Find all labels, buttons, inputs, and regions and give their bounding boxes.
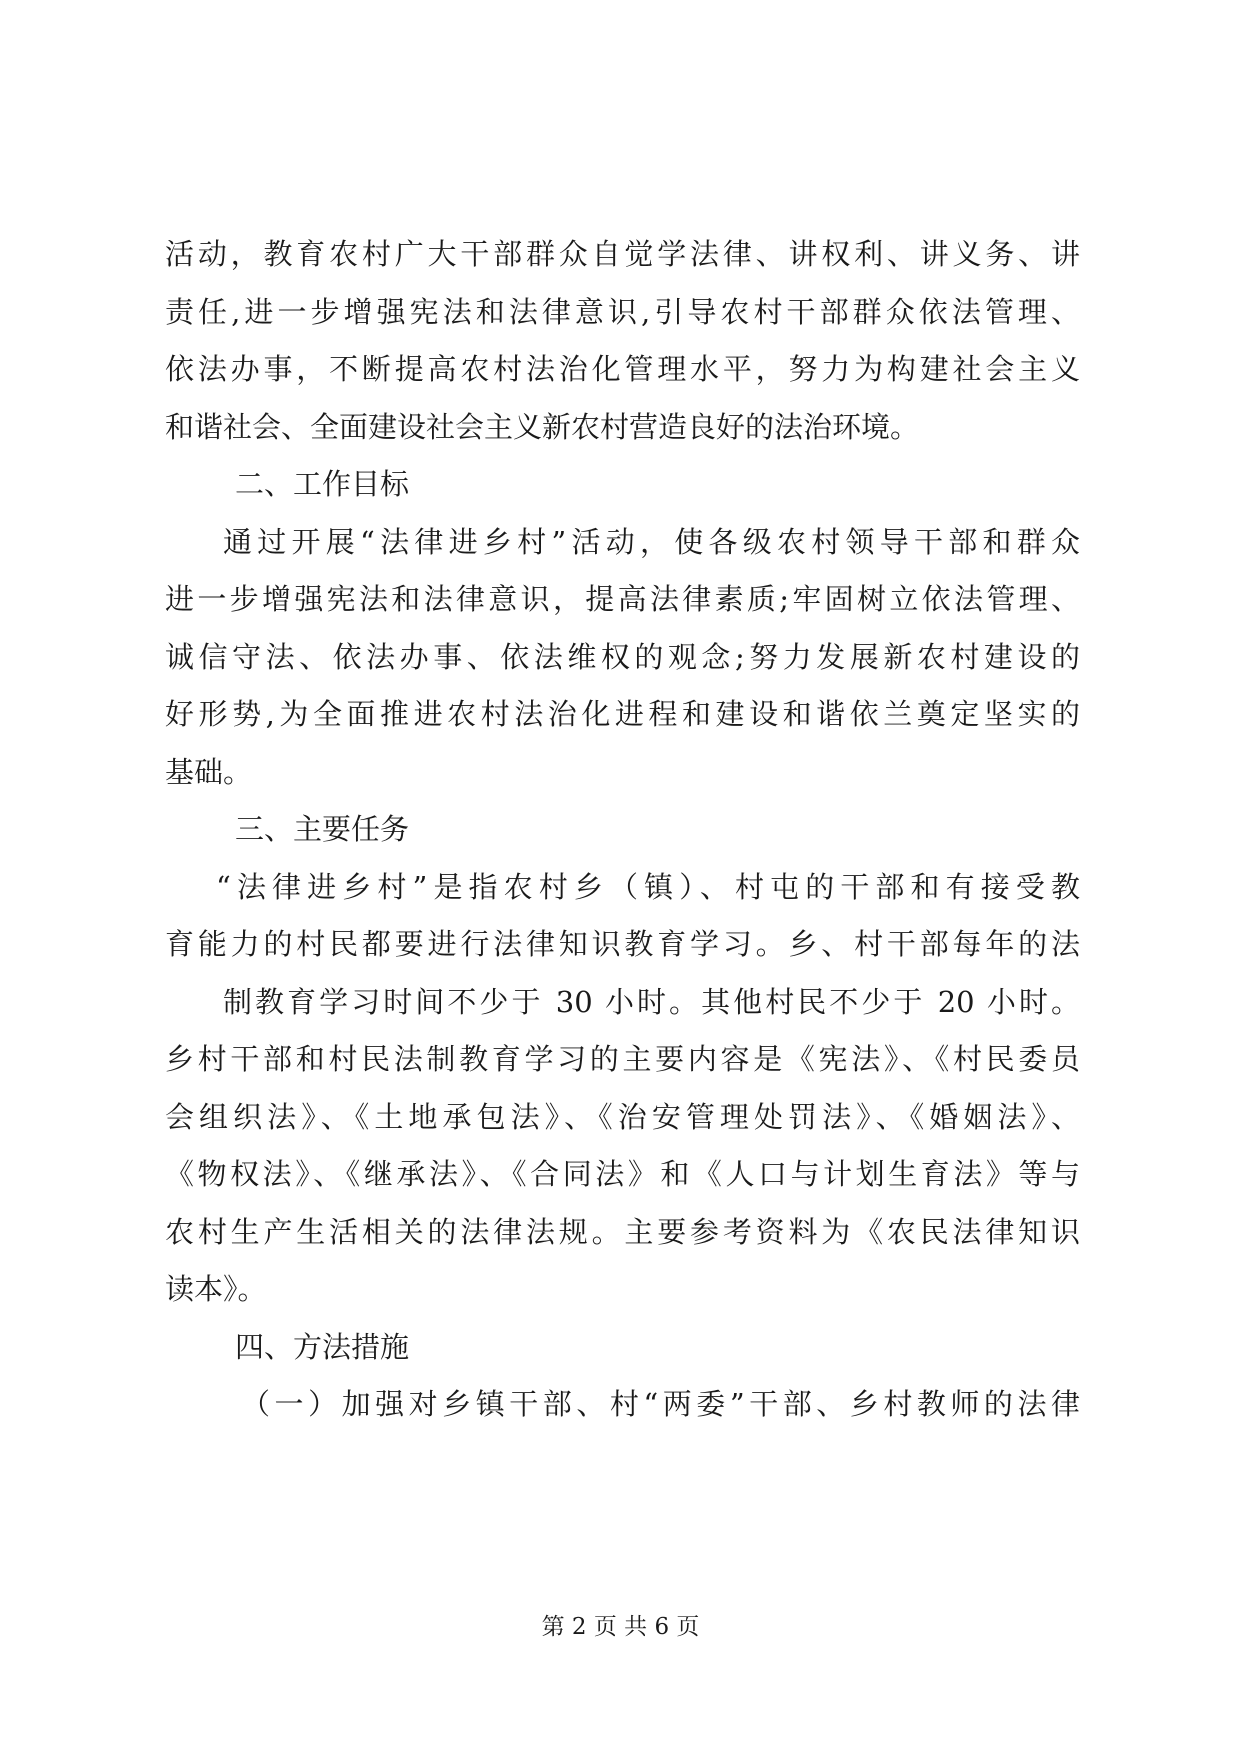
paragraph-line: “法律进乡村”是指农村乡（镇）、村屯的干部和有接受教 [216, 869, 1080, 904]
section-heading: 四、方法措施 [235, 1329, 410, 1364]
page-footer: 第 2 页 共 6 页 [541, 1614, 700, 1640]
paragraph-line: 乡村干部和村民法制教育学习的主要内容是《宪法》、《村民委员 [165, 1042, 1080, 1076]
paragraph-line: 活动，教育农村广大干部群众自觉学法律、讲权利、讲义务、讲 [165, 237, 1080, 271]
paragraph-line: 和谐社会、全面建设社会主义新农村营造良好的法治环境。 [165, 409, 920, 444]
paragraph-line: 好形势,为全面推进农村法治化进程和建设和谐依兰奠定坚实的 [165, 697, 1080, 731]
paragraph-line: 育能力的村民都要进行法律知识教育学习。乡、村干部每年的法 [165, 927, 1080, 961]
paragraph-line: 读本》。 [165, 1272, 267, 1306]
paragraph-line: 《物权法》、《继承法》、《合同法》和《人口与计划生育法》等与 [165, 1157, 1080, 1191]
paragraph-line: 责任,进一步增强宪法和法律意识,引导农村干部群众依法管理、 [165, 294, 1080, 329]
paragraph-line: 制教育学习时间不少于 30 小时。其他村民不少于 20 小时。 [223, 984, 1080, 1019]
paragraph-line: （一）加强对乡镇干部、村“两委”干部、乡村教师的法律 [241, 1387, 1080, 1421]
paragraph-line: 通过开展“法律进乡村”活动，使各级农村领导干部和群众 [223, 524, 1080, 559]
paragraph-line: 会组织法》、《土地承包法》、《治安管理处罚法》、《婚姻法》、 [165, 1099, 1080, 1134]
paragraph-line: 诚信守法、依法办事、依法维权的观念;努力发展新农村建设的 [165, 639, 1080, 674]
paragraph-line: 基础。 [165, 754, 253, 789]
paragraph-line: 农村生产生活相关的法律法规。主要参考资料为《农民法律知识 [165, 1214, 1080, 1249]
paragraph-line: 进一步增强宪法和法律意识，提高法律素质;牢固树立依法管理、 [165, 582, 1080, 616]
section-heading: 三、主要任务 [235, 812, 410, 846]
paragraph-line: 依法办事，不断提高农村法治化管理水平，努力为构建社会主义 [165, 352, 1080, 386]
section-heading: 二、工作目标 [235, 467, 410, 501]
document-body [165, 226, 1080, 1434]
